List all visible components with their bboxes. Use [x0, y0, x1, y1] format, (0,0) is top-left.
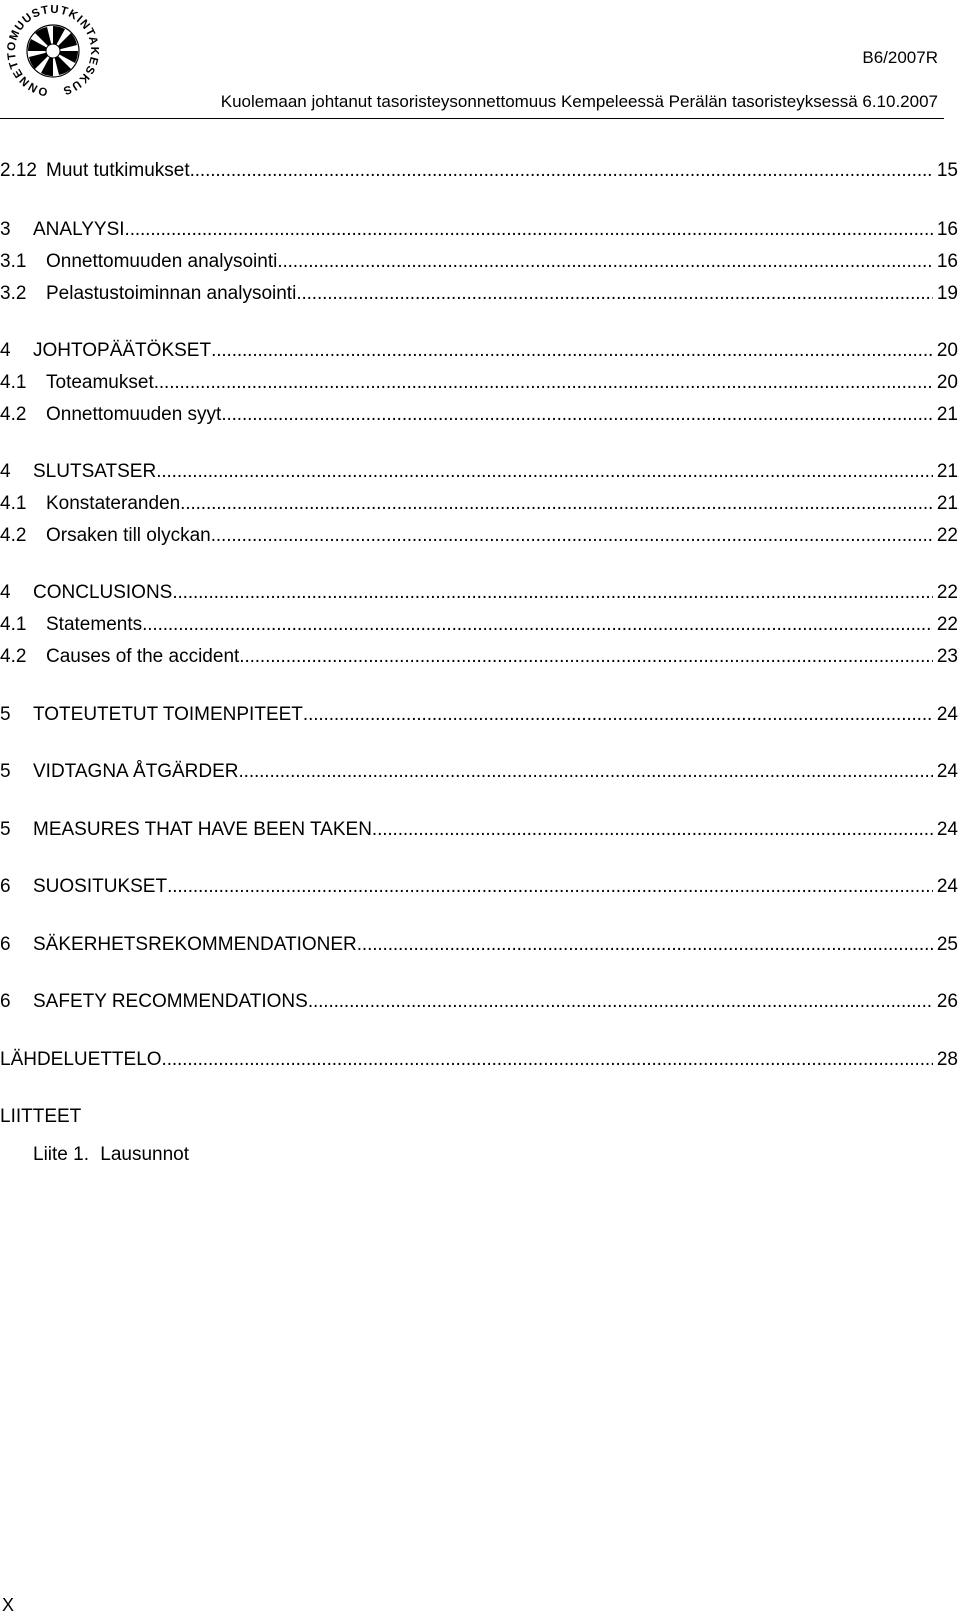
toc-title: SAFETY RECOMMENDATIONS [33, 991, 308, 1012]
toc-title: CONCLUSIONS [33, 582, 173, 603]
toc-leader [125, 219, 933, 241]
toc-title: Konstateranden [46, 493, 181, 514]
toc-leader [162, 1049, 933, 1071]
toc-page: 24 [936, 704, 958, 725]
toc-page: 21 [936, 461, 958, 482]
toc-leader [172, 582, 933, 604]
toc-page: 20 [936, 340, 958, 361]
toc-entry[interactable] [0, 283, 958, 307]
toc-title: TOTEUTETUT TOIMENPITEET [33, 704, 303, 725]
toc-entry[interactable] [0, 1049, 958, 1073]
toc-entry[interactable] [0, 404, 958, 428]
toc-page: 26 [936, 991, 958, 1012]
toc-number: 4.2 [0, 646, 27, 667]
toc-number: 2.12 [0, 160, 37, 181]
toc-title: VIDTAGNA ÅTGÄRDER [33, 761, 239, 782]
toc-entry[interactable] [0, 761, 958, 785]
toc-number: 5 [0, 761, 11, 782]
toc-number: 4.2 [0, 525, 27, 546]
toc-entry[interactable] [0, 160, 958, 184]
toc-page: 25 [936, 934, 958, 955]
toc-entry[interactable] [0, 251, 958, 275]
toc-leader [372, 819, 933, 841]
toc-title: Onnettomuuden analysointi [46, 251, 278, 272]
toc-title: Onnettomuuden syyt [46, 404, 222, 425]
toc-leader [211, 525, 933, 547]
toc-page: 16 [936, 219, 958, 240]
toc-number: 4 [0, 461, 11, 482]
toc-page: 16 [936, 251, 958, 272]
toc-title: ANALYYSI [33, 219, 125, 240]
toc-title: SUOSITUKSET [33, 876, 168, 897]
toc-page: 22 [936, 582, 958, 603]
toc-number: 4.1 [0, 614, 27, 635]
toc-entry[interactable] [0, 646, 958, 670]
appendix-entry[interactable] [33, 1144, 189, 1166]
toc-leader [142, 614, 933, 636]
toc-title: Pelastustoiminnan analysointi [46, 283, 297, 304]
toc-title: Statements [46, 614, 143, 635]
toc-number: 4 [0, 340, 11, 361]
toc-leader [277, 251, 933, 273]
toc-leader [211, 340, 933, 362]
toc-leader [167, 876, 933, 898]
toc-page: 24 [936, 761, 958, 782]
toc-page: 22 [936, 525, 958, 546]
header-rule [0, 118, 944, 119]
toc-leader [154, 372, 933, 394]
toc-page: 24 [936, 819, 958, 840]
toc-leader [156, 461, 933, 483]
appendices-heading: LIITTEET [0, 1106, 82, 1127]
toc-number: 3 [0, 219, 11, 240]
toc-entry[interactable] [0, 934, 958, 958]
toc-leader [296, 283, 933, 305]
toc-page: 19 [936, 283, 958, 304]
onnettomuustutkintakeskus-logo [2, 0, 104, 102]
toc-entry[interactable] [0, 340, 958, 364]
page-number: X [2, 1595, 15, 1615]
toc-entry[interactable] [0, 461, 958, 485]
toc-leader [239, 646, 933, 668]
toc-title: Orsaken till olyckan [46, 525, 211, 546]
toc-leader [180, 493, 933, 515]
toc-number: 4 [0, 582, 11, 603]
toc-leader [303, 704, 933, 726]
toc-page: 20 [936, 372, 958, 393]
toc-entry[interactable] [0, 819, 958, 843]
toc-title: JOHTOPÄÄTÖKSET [33, 340, 212, 361]
toc-number: 3.1 [0, 251, 27, 272]
toc-number: 3.2 [0, 283, 27, 304]
toc-title: MEASURES THAT HAVE BEEN TAKEN [33, 819, 372, 840]
toc-entry[interactable] [0, 525, 958, 549]
toc-page: 21 [936, 493, 958, 514]
toc-title: SÄKERHETSREKOMMENDATIONER [33, 934, 357, 955]
toc-title: SLUTSATSER [33, 461, 157, 482]
report-title: Kuolemaan johtanut tasoristeysonnettomuus Kempeleessä Perälän tasoristeyksessä 6.10.2007 [220, 92, 938, 111]
toc-number: 6 [0, 991, 11, 1012]
toc-leader [190, 160, 933, 182]
toc-leader [357, 934, 933, 956]
toc-number: 6 [0, 876, 11, 897]
report-id: B6/2007R [862, 48, 938, 67]
toc-title: LÄHDELUETTELO [0, 1049, 162, 1070]
toc-entry[interactable] [0, 493, 958, 517]
toc-number: 4.1 [0, 372, 27, 393]
toc-number: 5 [0, 819, 11, 840]
toc-entry[interactable] [0, 582, 958, 606]
toc-number: 6 [0, 934, 11, 955]
toc-page: 15 [936, 160, 958, 181]
toc-title: Muut tutkimukset [46, 160, 190, 181]
svg-text:ONNETTOMUUSTUTKINTAKESKUS: ONNETTOMUUSTUTKINTAKESKUS [5, 3, 101, 98]
toc-title: Toteamukset [46, 372, 154, 393]
appendix-title: Lausunnot [100, 1144, 190, 1165]
toc-entry[interactable] [0, 219, 958, 243]
toc-title: Causes of the accident [46, 646, 240, 667]
toc-page: 21 [936, 404, 958, 425]
toc-entry[interactable] [0, 614, 958, 638]
toc-page: 23 [936, 646, 958, 667]
toc-entry[interactable] [0, 876, 958, 900]
toc-leader [239, 761, 933, 783]
toc-leader [221, 404, 933, 426]
toc-entry[interactable] [0, 704, 958, 728]
toc-number: 5 [0, 704, 11, 725]
toc-number: 4.2 [0, 404, 27, 425]
toc-page: 28 [936, 1049, 958, 1070]
toc-entry[interactable] [0, 372, 958, 396]
toc-page: 22 [936, 614, 958, 635]
toc-leader [308, 991, 933, 1013]
toc-entry[interactable] [0, 991, 958, 1015]
appendix-label: Liite 1. [33, 1144, 89, 1165]
toc-page: 24 [936, 876, 958, 897]
toc-number: 4.1 [0, 493, 27, 514]
